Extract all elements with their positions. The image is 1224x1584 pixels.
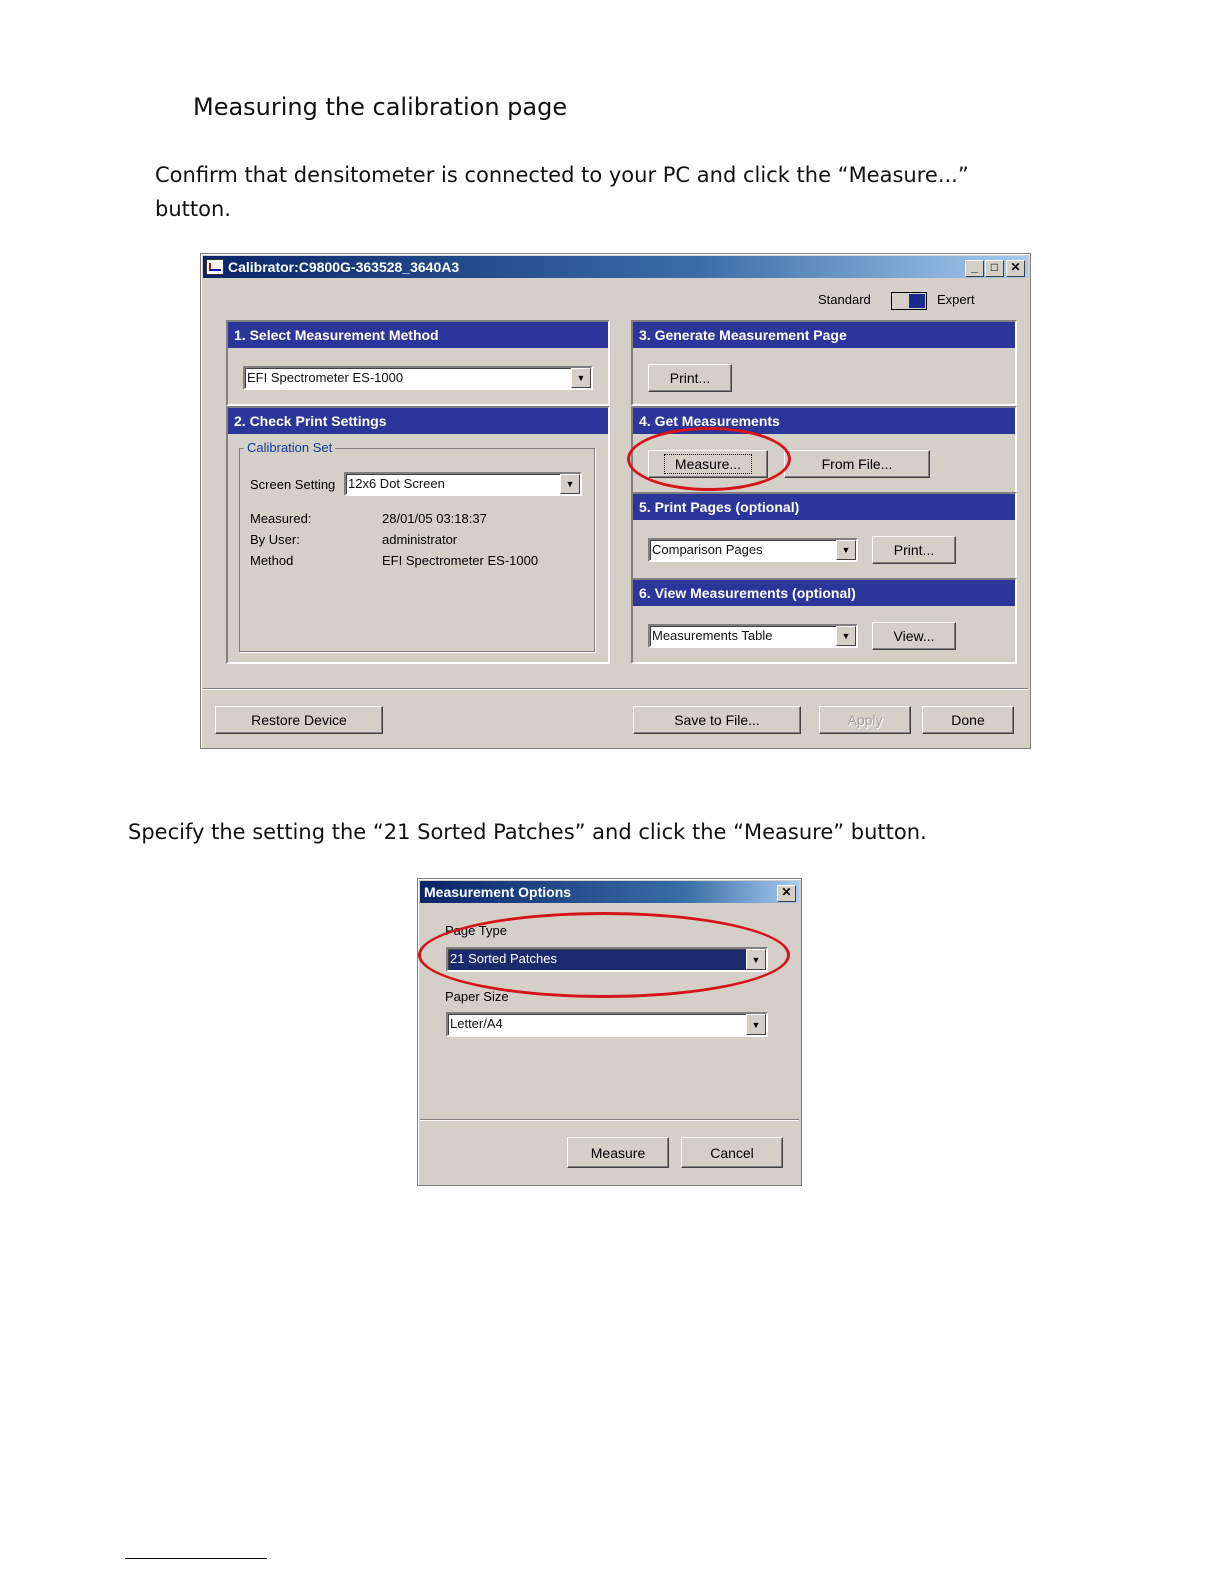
measured-label: Measured: (250, 511, 312, 526)
options-titlebar[interactable] (420, 881, 799, 903)
intro-paragraph (155, 158, 969, 226)
mode-toggle[interactable] (891, 292, 927, 310)
section-2-title: 2. Check Print Settings (228, 408, 608, 434)
instruction-paragraph: Specify the setting the “21 Sorted Patches” and click the “Measure” button. (128, 820, 927, 844)
chevron-down-icon[interactable]: ▼ (746, 949, 766, 970)
method-value: EFI Spectrometer ES-1000 (382, 553, 539, 568)
section-3-title: 3. Generate Measurement Page (633, 322, 1015, 348)
section-5-title: 5. Print Pages (optional) (633, 494, 1015, 520)
print-page-button[interactable]: Print... (648, 364, 732, 392)
page-type-label: Page Type (445, 923, 507, 938)
measure-highlight-ellipse (627, 427, 791, 491)
footnote-rule (125, 1558, 267, 1559)
chevron-down-icon[interactable]: ▼ (571, 368, 591, 388)
page-type-value: 21 Sorted Patches (450, 951, 557, 966)
minimize-icon[interactable]: _ (965, 260, 984, 277)
section-select-method (226, 320, 610, 406)
chevron-down-icon[interactable]: ▼ (836, 626, 856, 646)
restore-device-button[interactable]: Restore Device (215, 706, 383, 734)
view-measurements-select[interactable] (648, 624, 858, 648)
save-to-file-button[interactable]: Save to File... (633, 706, 801, 734)
screen-setting-label: Screen Setting (250, 477, 336, 492)
section-1-title: 1. Select Measurement Method (228, 322, 608, 348)
section-generate-page (631, 320, 1017, 406)
user-label: By User: (250, 532, 300, 547)
view-button[interactable]: View... (872, 622, 956, 650)
method-select-value: EFI Spectrometer ES-1000 (247, 370, 404, 385)
print-pages-button[interactable]: Print... (872, 536, 956, 564)
calibrator-window (200, 253, 1031, 749)
print-pages-value: Comparison Pages (652, 542, 763, 557)
section-4-title: 4. Get Measurements (633, 408, 1015, 434)
chevron-down-icon[interactable]: ▼ (836, 540, 856, 560)
view-measurements-value: Measurements Table (652, 628, 773, 643)
calibrator-app-icon (206, 259, 224, 275)
section-print-settings (226, 406, 610, 664)
calibration-set-group (239, 440, 595, 652)
close-icon[interactable]: ✕ (777, 885, 796, 902)
mode-expert-label: Expert (937, 292, 975, 307)
measured-value: 28/01/05 03:18:37 (382, 511, 487, 526)
chevron-down-icon[interactable]: ▼ (560, 474, 580, 494)
paper-size-select[interactable] (446, 1012, 768, 1037)
screen-setting-select[interactable] (344, 472, 582, 496)
intro-line-2: button. (155, 197, 231, 221)
user-value: administrator (382, 532, 458, 547)
screen-setting-value: 12x6 Dot Screen (348, 476, 445, 491)
done-button[interactable]: Done (922, 706, 1014, 734)
paper-size-value: Letter/A4 (450, 1016, 503, 1031)
section-view-measurements (631, 578, 1017, 664)
maximize-icon[interactable]: □ (985, 260, 1004, 277)
method-select[interactable] (243, 366, 593, 390)
options-measure-button[interactable]: Measure (567, 1137, 669, 1168)
section-6-title: 6. View Measurements (optional) (633, 580, 1015, 606)
chevron-down-icon[interactable]: ▼ (746, 1014, 766, 1035)
mode-standard-label: Standard (818, 292, 871, 307)
options-separator (420, 1119, 799, 1121)
method-label: Method (250, 553, 294, 568)
close-icon[interactable]: ✕ (1006, 260, 1025, 277)
calibrator-titlebar[interactable] (203, 256, 1028, 278)
paper-size-label: Paper Size (445, 989, 509, 1004)
measure-button-label: Measure... (664, 454, 752, 474)
page-title: Measuring the calibration page (193, 93, 568, 121)
mode-toggle-knob (909, 294, 925, 308)
calibrator-title: Calibrator:C9800G-363528_3640A3 (228, 259, 460, 275)
options-title: Measurement Options (424, 884, 572, 900)
footer-separator (203, 688, 1028, 690)
from-file-button[interactable]: From File... (784, 450, 930, 478)
apply-button[interactable]: Apply (819, 706, 911, 734)
section-print-pages (631, 492, 1017, 580)
options-cancel-button[interactable]: Cancel (681, 1137, 783, 1168)
intro-line-1: Confirm that densitometer is connected to your PC and click the “Measure...” (155, 163, 969, 187)
print-pages-select[interactable] (648, 538, 858, 562)
calibration-set-title: Calibration Set (244, 440, 335, 455)
page-type-highlight-ellipse (418, 912, 790, 998)
